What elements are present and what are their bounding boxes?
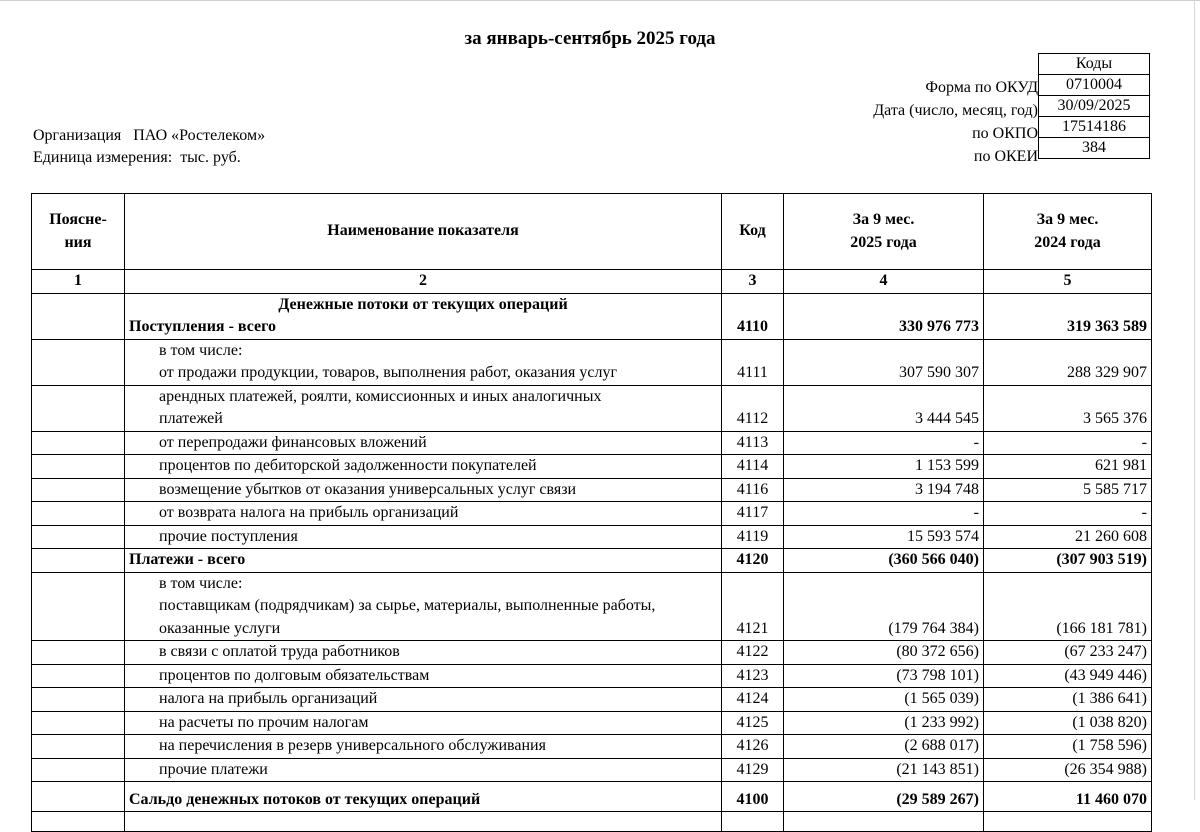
okpo-value: 17514186 — [1039, 117, 1150, 138]
row-value-2024: 21 260 608 — [984, 525, 1152, 549]
codes-header: Коды — [1039, 54, 1150, 75]
row-name: прочие платежи — [125, 758, 722, 782]
table-row-4129 — [32, 758, 1152, 782]
table-row-4122 — [32, 641, 1152, 665]
row-name: на расчеты по прочим налогам — [125, 711, 722, 735]
header-2024-line1: За 9 мес. — [1036, 211, 1099, 228]
header-2024-line2: 2024 года — [1034, 233, 1101, 251]
row-name: от перепродажи финансовых вложений — [125, 431, 722, 455]
row-value-2024: 11 460 070 — [984, 782, 1152, 812]
row-value-2025: 3 194 748 — [784, 478, 984, 502]
table-row-4126 — [32, 735, 1152, 759]
row-name: процентов по дебиторской задолженности покупателей — [125, 455, 722, 479]
okud-value: 0710004 — [1039, 75, 1150, 96]
row-name: процентов по долговым обязательствам — [125, 664, 722, 688]
row-value-2024: 621 981 — [984, 455, 1152, 479]
row-value-2025: (80 372 656) — [784, 641, 984, 665]
row-value-2024: (43 949 446) — [984, 664, 1152, 688]
organization-line — [33, 125, 265, 147]
row-name: на перечисления в резерв универсального обслуживания — [125, 735, 722, 759]
column-number: 3 — [722, 270, 784, 294]
row-value-2025: (2 688 017) — [784, 735, 984, 759]
page-right-border — [1194, 0, 1195, 800]
table-row-4116 — [32, 478, 1152, 502]
row-name-line1: арендных платежей, роялти, комиссионных и иных аналогичных — [159, 387, 602, 405]
row-code: 4126 — [722, 735, 784, 759]
table-row-4123 — [32, 664, 1152, 688]
row-code: 4129 — [722, 758, 784, 782]
row-value-2025: 15 593 574 — [784, 525, 984, 549]
row-value-2024: (1 386 641) — [984, 688, 1152, 712]
row-name-line2: платежей — [159, 410, 223, 427]
row-name: возмещение убытков от оказания универсальных услуг связи — [125, 478, 722, 502]
row-value-2025: 1 153 599 — [784, 455, 984, 479]
column-number: 5 — [984, 270, 1152, 294]
row-value-2024: 3 565 376 — [984, 385, 1152, 431]
header-notes: Поясне-ния — [32, 194, 125, 270]
date-value: 30/09/2025 — [1039, 96, 1150, 117]
unit-label: Единица измерения: — [33, 149, 173, 166]
table-row-4121 — [32, 572, 1152, 641]
section-title: Денежные потоки от текущих операций — [278, 295, 568, 313]
row-value-2024: (67 233 247) — [984, 641, 1152, 665]
row-name: Платежи - всего — [125, 549, 722, 573]
table-row-4125 — [32, 711, 1152, 735]
row-code: 4121 — [722, 572, 784, 641]
row-value-2025: 3 444 545 — [784, 385, 984, 431]
row-code: 4112 — [722, 385, 784, 431]
table-row-4100 — [32, 782, 1152, 812]
row-name: налога на прибыль организаций — [125, 688, 722, 712]
column-number: 2 — [125, 270, 722, 294]
row-name: в связи с оплатой труда работников — [125, 641, 722, 665]
row-value-2024: (1 758 596) — [984, 735, 1152, 759]
table-header-row — [32, 194, 1152, 270]
table-row-4119 — [32, 525, 1152, 549]
row-value-2025: (73 798 101) — [784, 664, 984, 688]
column-number: 1 — [32, 270, 125, 294]
header-name: Наименование показателя — [125, 194, 722, 270]
row-value-2024: (1 038 820) — [984, 711, 1152, 735]
table-row-4114 — [32, 455, 1152, 479]
okud-label: Форма по ОКУД — [925, 79, 1038, 96]
okei-value: 384 — [1039, 138, 1150, 159]
header-2024 — [984, 194, 1152, 270]
row-code: 4123 — [722, 664, 784, 688]
date-label: Дата (число, месяц, год) — [873, 102, 1038, 119]
column-number: 4 — [784, 270, 984, 294]
row-name: от продажи продукции, товаров, выполнения работ, оказания услуг — [159, 364, 618, 381]
row-code: 4111 — [722, 339, 784, 385]
organization-label: Организация — [33, 127, 122, 144]
report-period-title: за январь-сентябрь 2025 года — [464, 28, 716, 49]
row-code: 4114 — [722, 455, 784, 479]
table-row-4111 — [32, 339, 1152, 385]
row-value-2025: (21 143 851) — [784, 758, 984, 782]
row-value-2024: (26 354 988) — [984, 758, 1152, 782]
organization-value: ПАО «Ростелеком» — [133, 127, 266, 144]
table-row-4110 — [32, 293, 1152, 339]
row-code: 4119 — [722, 525, 784, 549]
unit-value: тыс. руб. — [180, 149, 241, 166]
row-code: 4113 — [722, 431, 784, 455]
header-code: Код — [722, 194, 784, 270]
row-code: 4120 — [722, 549, 784, 573]
row-value-2025: 307 590 307 — [784, 339, 984, 385]
row-value-2025: (1 565 039) — [784, 688, 984, 712]
codes-box — [1038, 53, 1150, 159]
row-value-2025: (1 233 992) — [784, 711, 984, 735]
incl-label: в том числе: — [159, 341, 243, 359]
row-value-2025: (179 764 384) — [784, 572, 984, 641]
page-top-border — [0, 0, 1200, 1]
row-value-2024: - — [984, 431, 1152, 455]
row-name: прочие поступления — [125, 525, 722, 549]
table-row-4124 — [32, 688, 1152, 712]
row-code: 4125 — [722, 711, 784, 735]
row-value-2024: 288 329 907 — [984, 339, 1152, 385]
row-value-2025: - — [784, 431, 984, 455]
row-name-line2: оказанные услуги — [159, 619, 281, 637]
unit-line — [33, 147, 241, 169]
table-row-4120 — [32, 549, 1152, 573]
header-2025 — [784, 194, 984, 270]
header-2025-line1: За 9 мес. — [852, 211, 915, 228]
column-numbers-row — [32, 270, 1152, 294]
row-value-2024: (307 903 519) — [984, 549, 1152, 573]
row-name: от возврата налога на прибыль организаций — [125, 502, 722, 526]
row-code: 4100 — [722, 782, 784, 812]
table-row-4113 — [32, 431, 1152, 455]
table-row-4112 — [32, 385, 1152, 431]
row-value-2024: 319 363 589 — [984, 293, 1152, 339]
row-name: Поступления - всего — [129, 318, 277, 335]
row-value-2025: (29 589 267) — [784, 782, 984, 812]
row-value-2024: 5 585 717 — [984, 478, 1152, 502]
table-row-cutoff — [32, 812, 1152, 832]
row-code: 4110 — [722, 293, 784, 339]
cash-flow-table — [31, 193, 1152, 832]
row-value-2025: (360 566 040) — [784, 549, 984, 573]
header-2025-line2: 2025 года — [850, 233, 917, 251]
row-value-2025: - — [784, 502, 984, 526]
row-code: 4117 — [722, 502, 784, 526]
okei-label: по ОКЕИ — [973, 148, 1038, 165]
row-code: 4122 — [722, 641, 784, 665]
row-value-2024: - — [984, 502, 1152, 526]
row-value-2024: (166 181 781) — [984, 572, 1152, 641]
incl-label: в том числе: — [159, 574, 243, 592]
row-code: 4116 — [722, 478, 784, 502]
okpo-label: по ОКПО — [972, 125, 1038, 142]
table-row-4117 — [32, 502, 1152, 526]
row-value-2025: 330 976 773 — [784, 293, 984, 339]
row-name-line1: поставщикам (подрядчикам) за сырье, материалы, выполненные работы, — [159, 597, 656, 614]
row-code: 4124 — [722, 688, 784, 712]
row-name: Сальдо денежных потоков от текущих операций — [125, 782, 722, 812]
